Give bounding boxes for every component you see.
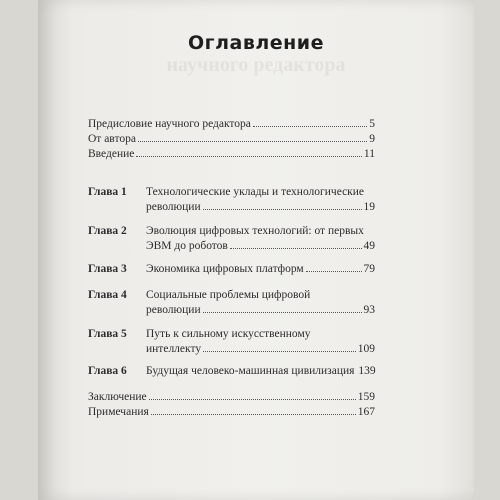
toc-entry-conclusion: Заключение 159 [88,391,375,403]
chapter-title: Экономика цифровых платформ [146,263,304,275]
page-title: Оглавление [188,32,324,54]
toc-entry-from-author: От автора 9 [88,133,375,145]
chapter-page: 109 [357,342,375,355]
toc-entry-notes: Примечания 167 [88,406,375,418]
toc-entry-introduction: Введение 11 [88,148,375,160]
chapter-title-line2: революции [146,200,201,213]
chapter-title: Будущая человеко-машинная цивилизация [146,365,355,377]
chapter-page: 79 [363,263,375,275]
chapter-title-line1: Путь к сильному искусственному [146,328,311,340]
chapter-title-line1: Эволюция цифровых технологий: от первых [146,225,364,237]
chapter-label: Глава 1 [88,186,127,198]
chapter-title-line2: ЭВМ до роботов [146,239,228,252]
chapter-page: 49 [363,239,375,252]
chapter-title-line2: революции [146,303,201,316]
chapter-page: 93 [363,303,375,316]
chapter-page: 19 [363,200,375,213]
chapter-label: Глава 2 [88,225,127,237]
chapter-label: Глава 3 [88,263,127,275]
chapter-title-line1: Технологические уклады и технологические [146,186,365,198]
chapter-title-line2: интеллекту [146,342,202,355]
chapter-label: Глава 4 [88,289,127,301]
chapter-title-line1: Социальные проблемы цифровой [146,289,311,301]
chapter-label: Глава 6 [88,365,127,377]
chapter-label: Глава 5 [88,328,127,340]
bleed-through-text: научного редактора [166,54,346,76]
toc-entry-preface: Предисловие научного редактора 5 [88,118,375,130]
chapter-page: 139 [358,365,376,377]
